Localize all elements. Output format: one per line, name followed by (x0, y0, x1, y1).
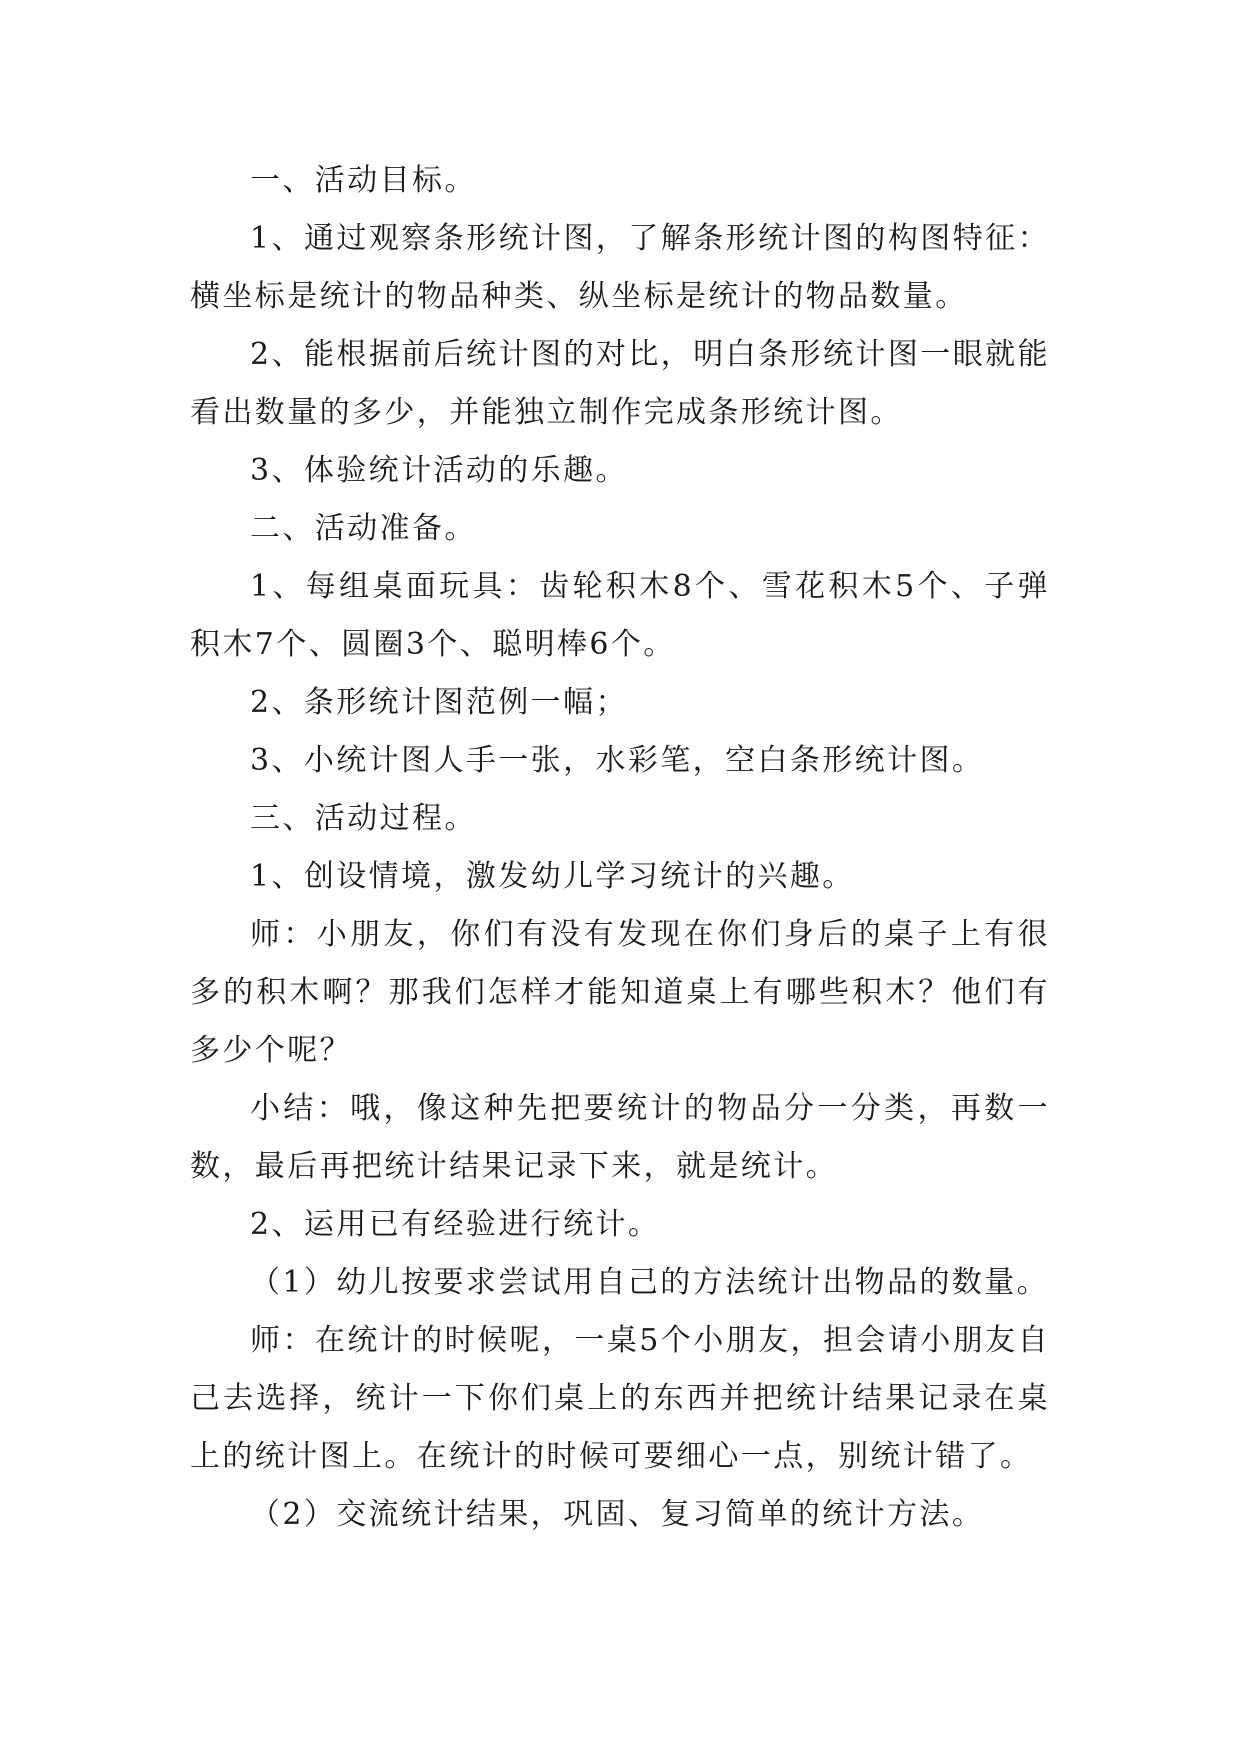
sub-step-1: （1）幼儿按要求尝试用自己的方法统计出物品的数量。 (250, 1265, 1050, 1300)
teacher-dialogue-1: 师：小朋友，你们有没有发现在你们身后的桌子上有很多的积木啊？那我们怎样才能知道桌上有哪些积木？他们有多少个呢？ (190, 917, 1050, 1068)
teacher-dialogue-2: 师：在统计的时候呢，一桌5个小朋友，担会请小朋友自己去选择，统计一下你们桌上的东西并把统计结果记录在桌上的统计图上。在统计的时候可要细心一点，别统计错了。 (190, 1323, 1050, 1474)
preparation-item-1: 1、每组桌面玩具：齿轮积木8个、雪花积木5个、子弹积木7个、圆圈3个、聪明棒6个。 (190, 569, 1050, 662)
sub-step-2: （2）交流统计结果，巩固、复习简单的统计方法。 (250, 1497, 985, 1532)
process-step-1: 1、创设情境，激发幼儿学习统计的兴趣。 (250, 859, 855, 894)
document-body (190, 152, 1050, 1544)
preparation-item-3: 3、小统计图人手一张，水彩笔，空白条形统计图。 (250, 743, 985, 778)
goal-item-1: 1、通过观察条形统计图，了解条形统计图的构图特征：横坐标是统计的物品种类、纵坐标是统计的物品数量。 (190, 221, 1050, 314)
process-step-2: 2、运用已有经验进行统计。 (250, 1207, 661, 1242)
heading-activity-process: 三、活动过程。 (250, 801, 477, 836)
heading-activity-goals: 一、活动目标。 (250, 163, 477, 198)
heading-activity-preparation: 二、活动准备。 (250, 511, 477, 546)
summary-paragraph: 小结：哦，像这种先把要统计的物品分一分类，再数一数，最后再把统计结果记录下来，就是统计。 (190, 1091, 1050, 1184)
preparation-item-2: 2、条形统计图范例一幅； (250, 685, 628, 720)
goal-item-3: 3、体验统计活动的乐趣。 (250, 453, 628, 488)
goal-item-2: 2、能根据前后统计图的对比，明白条形统计图一眼就能看出数量的多少，并能独立制作完成条形统计图。 (190, 337, 1050, 430)
